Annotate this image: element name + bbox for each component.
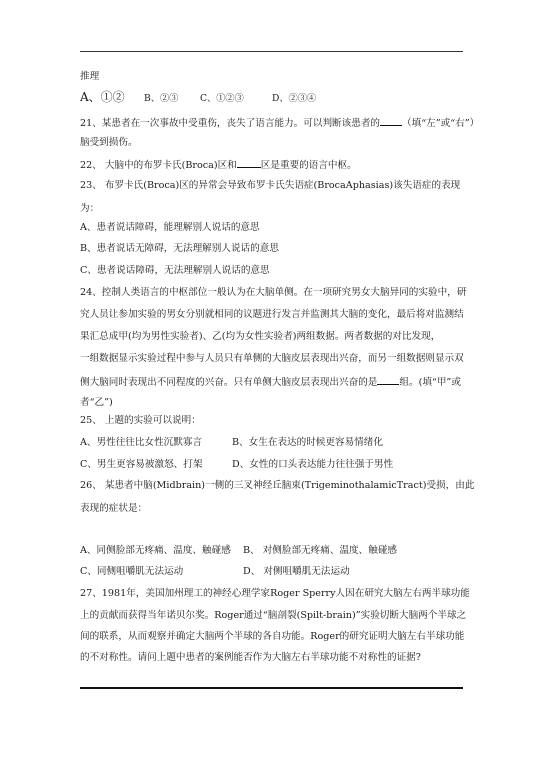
- question-23-line2: 为：: [80, 203, 100, 214]
- option-d: D、②③④: [272, 93, 317, 104]
- q25-options-row2: [80, 459, 466, 471]
- question-24-line1: 24、控制人类语言的中枢部位一般认为在大脑单侧。在一项研究男女大脑异同的实验中，研: [80, 287, 467, 298]
- question-24-line5: [80, 375, 466, 389]
- q22-text-b: 区是重要的语言中枢。: [260, 160, 357, 171]
- footer-rule: [80, 687, 463, 689]
- continuation-text: 推理: [80, 71, 100, 82]
- question-24-line6: 者“乙”): [80, 397, 113, 408]
- question-27-line4: 的不对称性。请问上题中患者的案例能否作为大脑左右半球功能不对称性的证据?: [80, 652, 421, 663]
- question-26-line2: 表现的症状是：: [80, 503, 148, 514]
- q21-answer-blank: [380, 116, 402, 126]
- q23-option-c: C、患者说话障碍，无法理解别人说话的意思: [80, 265, 270, 276]
- q26-option-b: B、 对侧脸部无疼痛、温度、触碰感: [243, 545, 398, 556]
- option-a: A、①②: [80, 90, 125, 104]
- header-rule: [80, 51, 463, 52]
- q26-option-a: A、同侧脸部无疼痛、温度、触碰感: [80, 545, 231, 556]
- question-24-line2: 究人员让参加实验的男女分别就相同的议题进行发言并监测其大脑的变化，最后将对监测结: [80, 309, 464, 320]
- question-21-line1: [80, 116, 480, 130]
- q26-options-row2: [80, 566, 466, 578]
- q25-option-b: B、女生在表达的时候更容易情绪化: [232, 437, 383, 448]
- q25-option-c: C、男生更容易被激怒、打架: [80, 459, 203, 470]
- q22-answer-blank: [237, 158, 261, 168]
- q24-answer-blank: [377, 375, 399, 385]
- question-22: [80, 158, 466, 172]
- q25-options-row1: [80, 437, 466, 449]
- question-26-line1: 26、 某患者中脑(Midbrain)一侧的三叉神经丘脑束(TrigeminothalamicTract)受损，由此: [80, 480, 475, 491]
- q21-text-a: 21、某患者在一次事故中受重伤，丧失了语言能力。可以判断该患者的: [80, 118, 381, 129]
- previous-question-options: [80, 91, 466, 105]
- question-25-stem: 25、 上题的实验可以说明：: [80, 415, 201, 426]
- question-27-line1: 27、1981年，美国加州理工的神经心理学家Roger Sperry人因在研究大脑左右两半球功能: [80, 588, 470, 599]
- question-27-line2: 上的贡献而获得当年诺贝尔奖。Roger通过“脑剖裂(Spilt-brain)”实验切断大脑两个半球之: [80, 610, 467, 621]
- question-27-line3: 间的联系，从而观察并确定大脑两个半球的各自功能。Roger的研究证明大脑左右半球功能: [80, 631, 465, 642]
- question-21-line2: 脑受到损伤。: [80, 137, 138, 148]
- q22-text-a: 22、 大脑中的布罗卡氏(Broca)区和: [80, 160, 237, 171]
- q25-option-d: D、女性的口头表达能力往往强于男性: [232, 459, 394, 470]
- q21-text-b: （填“左”或“右”）: [402, 118, 480, 129]
- q24-text-b: 组。(填“甲”或: [399, 377, 461, 388]
- q26-options-row1: [80, 545, 466, 557]
- question-23-line1: 23、 布罗卡氏(Broca)区的异常会导致布罗卡氏失语症(BrocaAphasias)该失语症的表现: [80, 180, 461, 191]
- question-24-line3: 果汇总成甲(均为男性实验者)、乙(均为女性实验者)两组数据。两者数据的对比发现，: [80, 331, 441, 342]
- q25-option-a: A、男性往往比女性沉默寡言: [80, 437, 203, 448]
- q23-option-a: A、患者说话障碍，能理解别人说话的意思: [80, 222, 260, 233]
- q26-option-d: D、 对侧咀嚼肌无法运动: [243, 566, 350, 577]
- question-24-line4: 一组数据显示实验过程中参与人员只有单侧的大脑皮层表现出兴奋，而另一组数据则显示双: [80, 353, 464, 364]
- option-c: C、①②③: [200, 93, 244, 104]
- option-b: B、②③: [144, 93, 179, 104]
- q24-text-a: 侧大脑同时表现出不同程度的兴奋。只有单侧大脑皮层表现出兴奋的是: [80, 377, 378, 388]
- q23-option-b: B、患者说话无障碍，无法理解别人说话的意思: [80, 243, 279, 254]
- q26-option-c: C、同侧咀嚼肌无法运动: [80, 566, 184, 577]
